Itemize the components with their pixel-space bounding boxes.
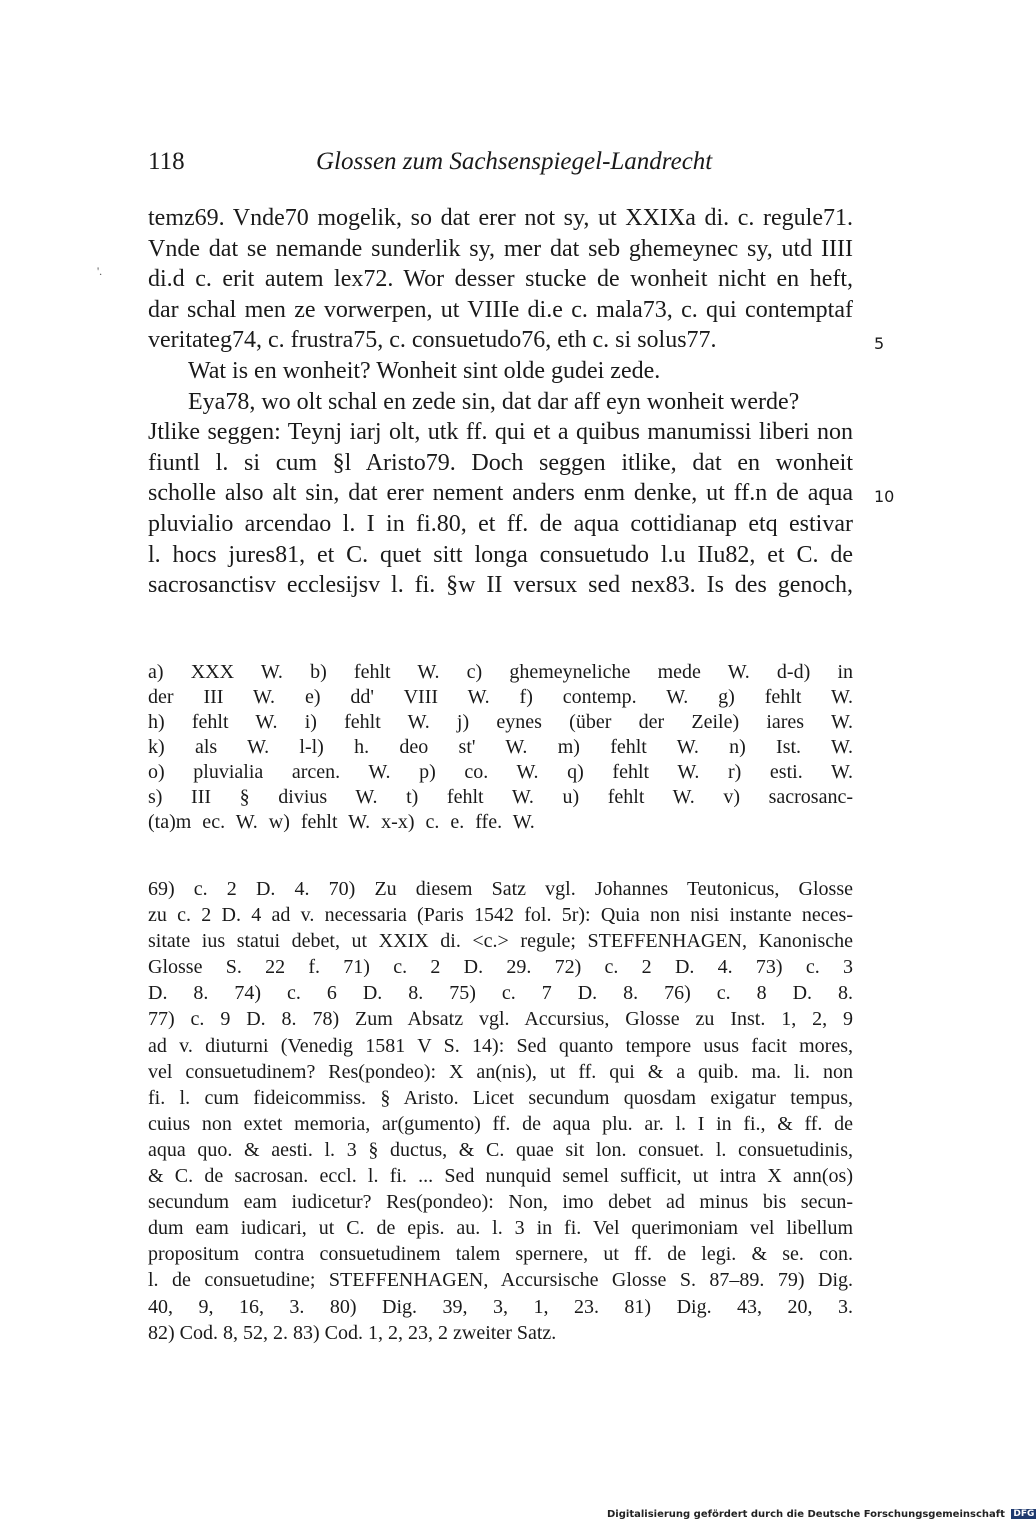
commentary-notes xyxy=(148,876,853,1346)
main-text-line: pluvialio arcendao l. I in fi.80, et ff. de aqua cottidianap etq estivar xyxy=(148,510,853,537)
main-text xyxy=(148,203,853,601)
note-line: Glosse S. 22 f. 71) c. 2 D. 29. 72) c. 2 D. 4. 73) c. 3 xyxy=(148,956,853,979)
main-text-line: di.d c. erit autem lex72. Wor desser stucke de wonheit nicht en heft, xyxy=(148,266,853,293)
margin-stray-mark: '. xyxy=(97,264,103,278)
note-line: propositum contra consuetudinem talem spernere, ut ff. de legi. & se. con. xyxy=(148,1243,853,1266)
apparatus-line: der III W. e) dd' VIII W. f) contemp. W. g) fehlt W. xyxy=(148,686,853,708)
note-line: 40, 9, 16, 3. 80) Dig. 39, 3, 1, 23. 81) Dig. 43, 20, 3. xyxy=(148,1295,853,1318)
main-text-line: Vnde dat se nemande sunderlik sy, mer dat seb ghemeynec sy, utd IIII xyxy=(148,235,853,262)
apparatus-line: s) III § divius W. t) fehlt W. u) fehlt W. v) sacrosanc- xyxy=(148,786,853,808)
running-title: Glossen zum Sachsenspiegel-Landrecht xyxy=(316,148,713,175)
note-line: fi. l. cum fideicommiss. § Aristo. Licet secundum quosdam exigatur tempus, xyxy=(148,1086,853,1109)
main-text-line: l. hocs jures81, et C. quet sitt longa consuetudo l.u IIu82, et C. de xyxy=(148,541,853,568)
main-text-line: Eya78, wo olt schal en zede sin, dat dar aff eyn wonheit werde? xyxy=(188,388,800,415)
note-line: ad v. diuturni (Venedig 1581 V S. 14): Sed quanto tempore usus facit mores, xyxy=(148,1034,853,1057)
main-text-line: veritateg74, c. frustra75, c. consuetudo76, eth c. si solus77. xyxy=(148,327,717,354)
main-text-line: Jtlike seggen: Teynj iarj olt, utk ff. qui et a quibus manumissi liberi non xyxy=(148,419,853,446)
note-line: l. de consuetudine; STEFFENHAGEN, Accursische Glosse S. 87–89. 79) Dig. xyxy=(148,1269,853,1292)
apparatus-line: o) pluvialia arcen. W. p) co. W. q) fehlt W. r) esti. W. xyxy=(148,761,853,783)
note-line: 69) c. 2 D. 4. 70) Zu diesem Satz vgl. Johannes Teutonicus, Glosse xyxy=(148,878,853,900)
line-number-10: 10 xyxy=(874,487,895,506)
note-line: secundum eam iudicetur? Res(pondeo): Non, imo debet ad minus bis secun- xyxy=(148,1191,853,1214)
note-line: sitate ius statui debet, ut XXIX di. <c.> regule; STEFFENHAGEN, Kanonische xyxy=(148,930,853,953)
apparatus-line: k) als W. l-l) h. deo st' W. m) fehlt W. n) Ist. W. xyxy=(148,736,853,758)
main-text-line: temz69. Vnde70 mogelik, so dat erer not sy, ut XXIXa di. c. regule71. xyxy=(148,205,853,231)
apparatus-line: h) fehlt W. i) fehlt W. j) eynes (über der Zeile) iares W. xyxy=(148,711,853,733)
note-line: vel consuetudinem? Res(pondeo): X an(nis), ut ff. qui & a quib. ma. li. non xyxy=(148,1060,853,1083)
apparatus-line: a) XXX W. b) fehlt W. c) ghemeyneliche mede W. d-d) in xyxy=(148,661,853,683)
main-text-line: fiuntl l. si cum §l Aristo79. Doch seggen itlike, dat en wonheit xyxy=(148,449,853,476)
main-text-line: scholle also alt sin, dat erer nement anders enm denke, ut ff.n de aqua xyxy=(148,480,853,507)
page-number: 118 xyxy=(148,148,185,175)
note-line: dum eam iudicari, ut C. de epis. au. l. 3 in fi. Vel querimoniam vel libellum xyxy=(148,1217,853,1240)
digitization-credit xyxy=(607,1509,1036,1520)
main-text-line: Wat is en wonheit? Wonheit sint olde gudei zede. xyxy=(188,357,661,384)
apparatus-line: (ta)m ec. W. w) fehlt W. x-x) c. e. ffe. W. xyxy=(148,811,535,833)
note-line: D. 8. 74) c. 6 D. 8. 75) c. 7 D. 8. 76) c. 8 D. 8. xyxy=(148,982,853,1005)
note-line: aqua quo. & aesti. l. 3 § ductus, & C. quae sit lon. consuet. l. consuetudinis, xyxy=(148,1138,853,1161)
note-line: cuius non extet memoria, ar(gumento) ff. de aqua plu. ar. l. I in fi., & ff. de xyxy=(148,1112,853,1135)
note-line: 77) c. 9 D. 8. 78) Zum Absatz vgl. Accursius, Glosse zu Inst. 1, 2, 9 xyxy=(148,1008,853,1031)
critical-apparatus xyxy=(148,660,853,835)
note-line: & C. de sacrosan. eccl. l. fi. ... Sed nunquid semel sufficit, ut intra X ann(os) xyxy=(148,1165,853,1188)
note-line: zu c. 2 D. 4 ad v. necessaria (Paris 1542 fol. 5r): Quia non nisi instante neces- xyxy=(148,904,853,927)
main-text-line: dar schal men ze vorwerpen, ut VIIIe di.e c. mala73, c. qui contemptaf xyxy=(148,296,853,323)
running-header xyxy=(148,148,853,182)
line-number-5: 5 xyxy=(874,334,885,353)
main-text-line: sacrosanctisv ecclesijsv l. fi. §w II versux sed nex83. Is des genoch, xyxy=(148,572,853,599)
dfg-logo: DFG xyxy=(1013,1509,1035,1519)
credit-text: Digitalisierung gefördert durch die Deutsche Forschungsgemeinschaft xyxy=(607,1509,1005,1520)
note-line: 82) Cod. 8, 52, 2. 83) Cod. 1, 2, 23, 2 zweiter Satz. xyxy=(148,1321,557,1344)
